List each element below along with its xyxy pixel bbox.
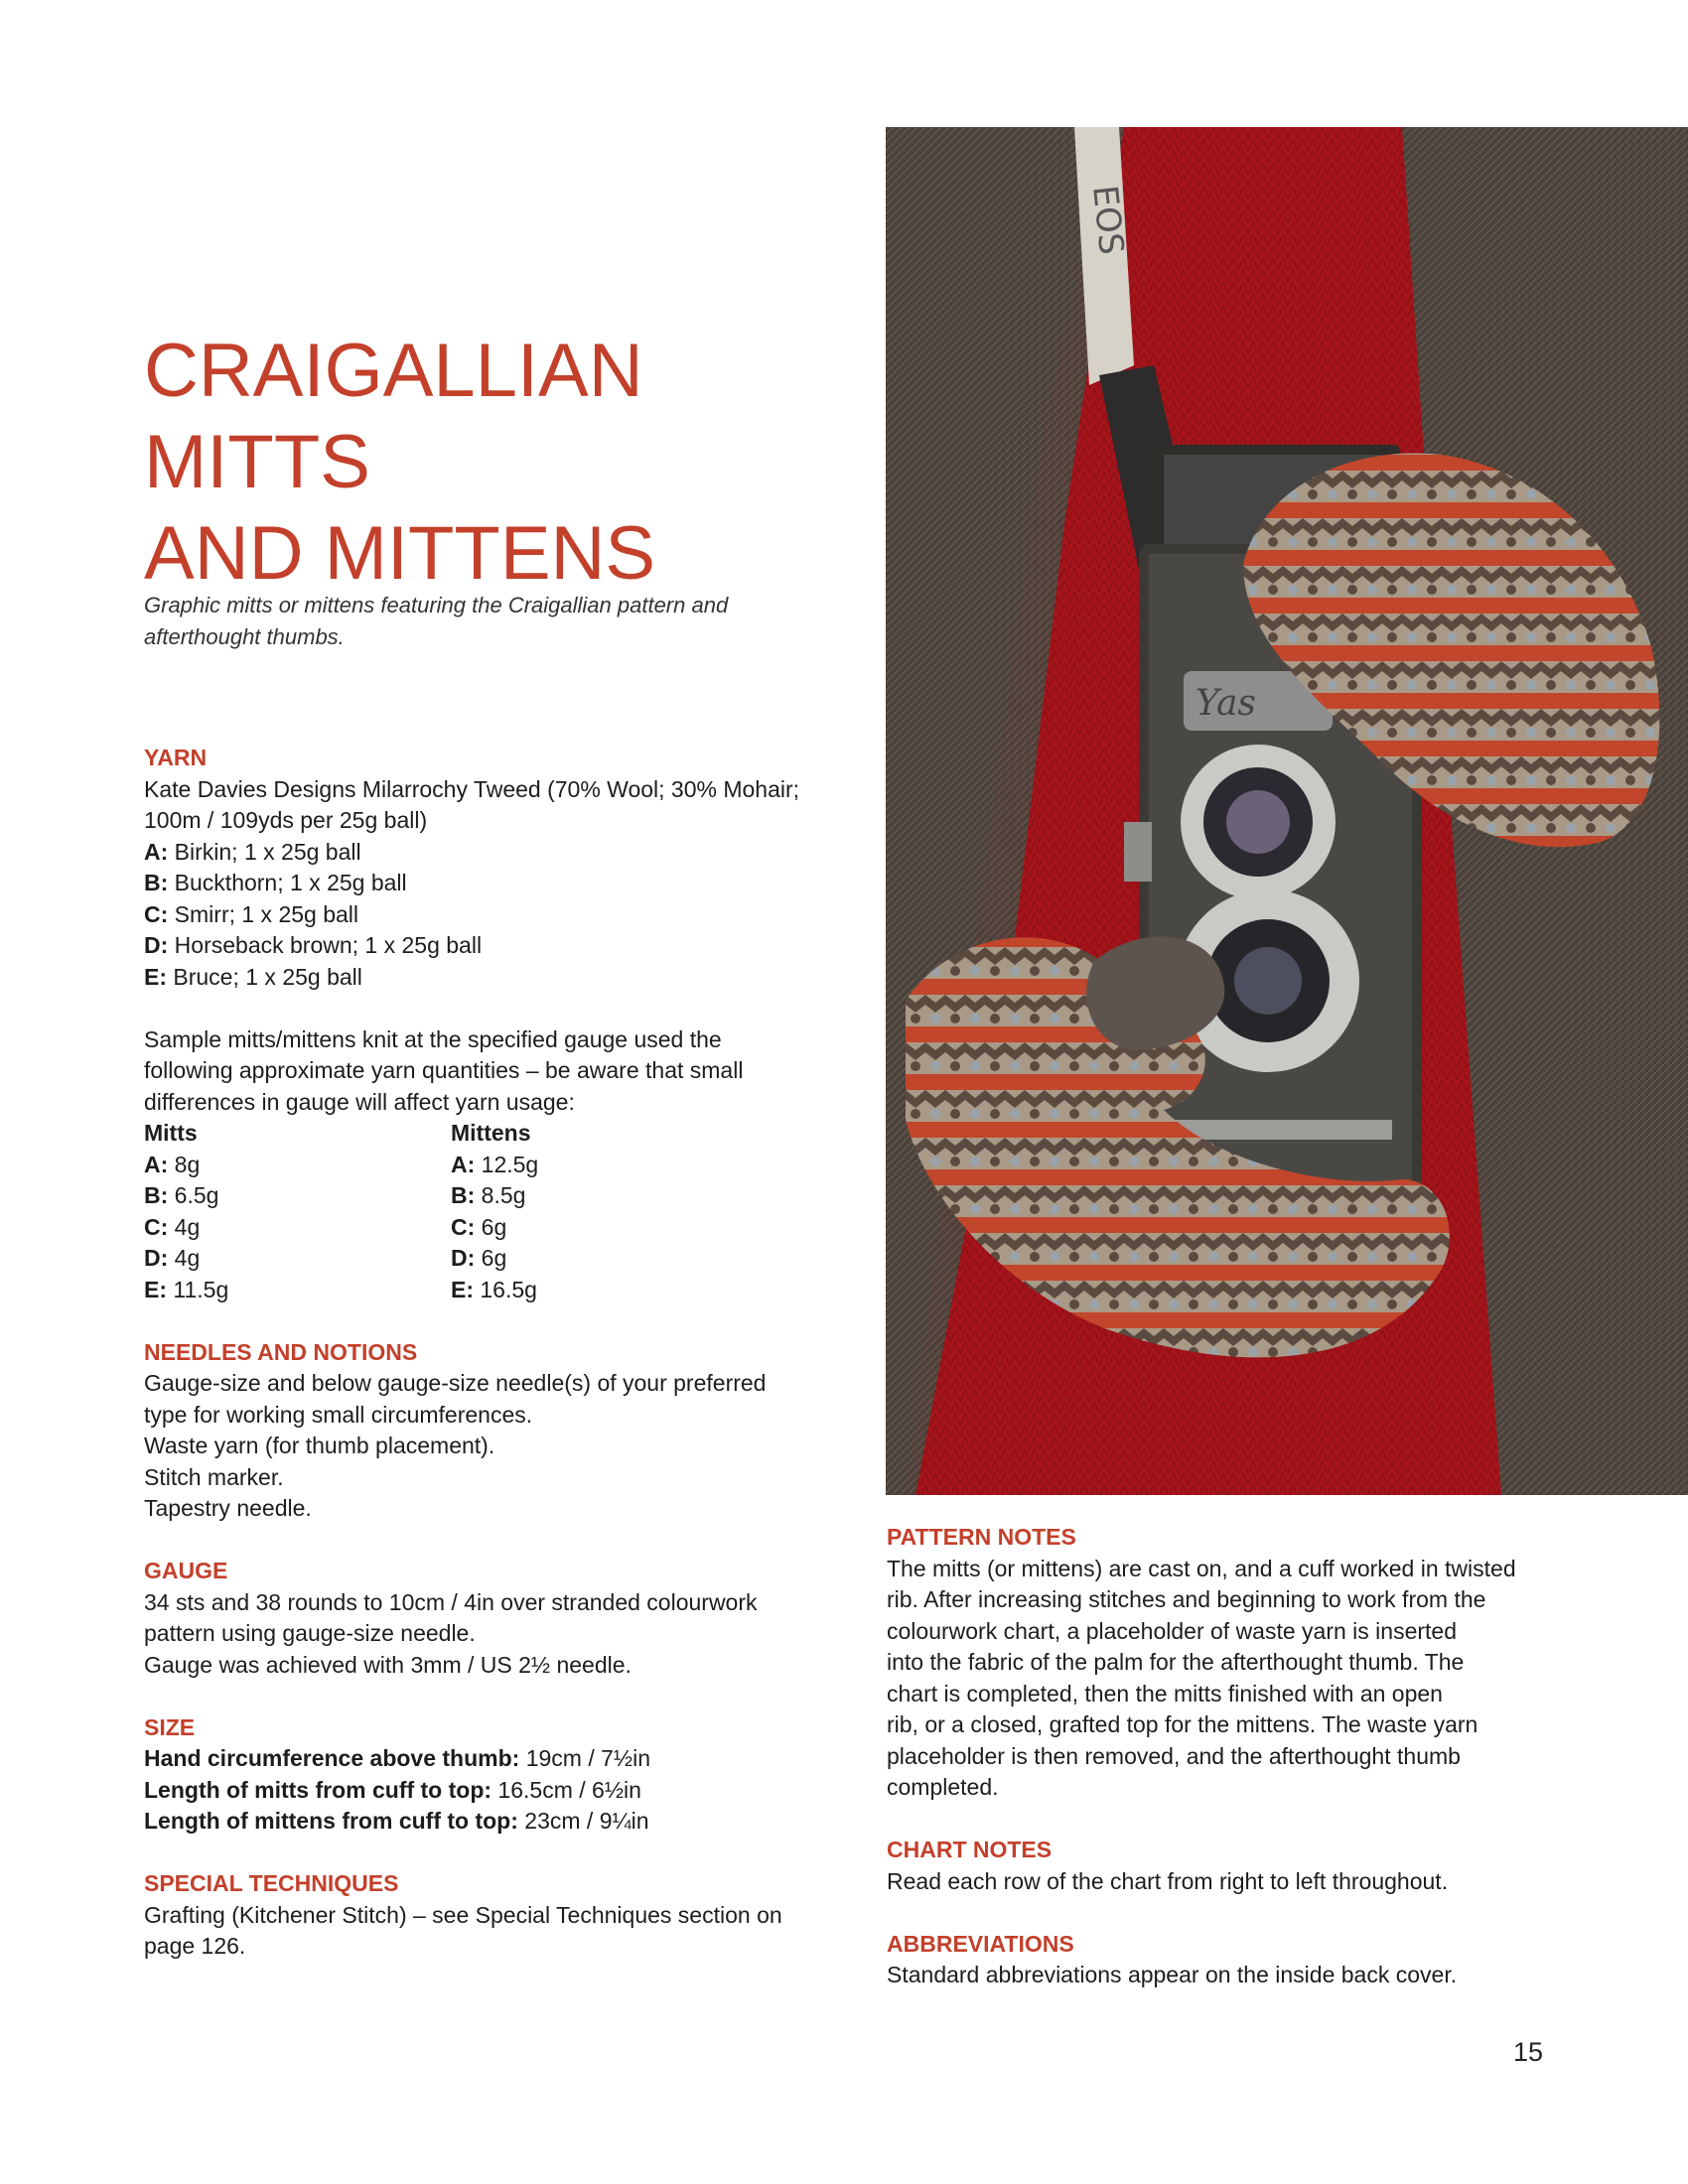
- size-row: Hand circumference above thumb: 19cm / 7½in: [144, 1745, 650, 1771]
- colour-row: [144, 868, 839, 899]
- quantity-row: C: 4g: [144, 1213, 201, 1240]
- gauge-line: 34 sts and 38 rounds to 10cm / 4in over stranded colourwork: [144, 1588, 758, 1615]
- colour-key: C:: [144, 900, 169, 927]
- pattern-notes-heading: PATTERN NOTES: [887, 1524, 1076, 1550]
- subtitle-line: afterthought thumbs.: [144, 624, 345, 649]
- chart-notes-section: [887, 1835, 1562, 1897]
- chart-notes-line: Read each row of the chart from right to left throughout.: [887, 1867, 1449, 1894]
- page-number: 15: [1512, 2037, 1543, 2067]
- right-column: [887, 1522, 1562, 1991]
- title-line-2: AND MITTENS: [144, 511, 656, 596]
- colour-key: E:: [144, 963, 167, 990]
- quantity-row: A: 12.5g: [451, 1151, 539, 1177]
- special-line: page 126.: [144, 1933, 246, 1959]
- needles-line: type for working small circumferences.: [144, 1401, 533, 1428]
- colour-key: A:: [144, 838, 169, 865]
- quantity-row: E: 16.5g: [451, 1276, 537, 1302]
- page-title: [144, 326, 879, 600]
- needles-section: [144, 1337, 839, 1525]
- quantity-row: B: 6.5g: [144, 1182, 219, 1208]
- abbreviations-section: [887, 1929, 1562, 1991]
- yarn-quantity-table: [144, 1118, 839, 1305]
- subtitle-line: Graphic mitts or mittens featuring the Craigallian pattern and: [144, 593, 729, 617]
- quantity-row: D: 4g: [144, 1245, 201, 1271]
- colour-text: Bruce; 1 x 25g ball: [167, 963, 362, 990]
- title-line-1: CRAIGALLIAN MITTS: [144, 329, 643, 504]
- special-line: Grafting (Kitchener Stitch) – see Special Techniques section on: [144, 1901, 782, 1928]
- quantity-row: C: 6g: [451, 1213, 507, 1240]
- pattern-notes-line: chart is completed, then the mitts finished with an open: [887, 1680, 1443, 1706]
- size-row: Length of mittens from cuff to top: 23cm / 9¼in: [144, 1808, 649, 1834]
- colour-text: Smirr; 1 x 25g ball: [168, 900, 359, 927]
- mitts-heading: Mitts: [144, 1120, 198, 1146]
- sample-line: differences in gauge will affect yarn usage:: [144, 1088, 575, 1115]
- needles-line: Waste yarn (for thumb placement).: [144, 1433, 495, 1458]
- pattern-notes-line: placeholder is then removed, and the afterthought thumb: [887, 1742, 1461, 1769]
- yarn-line: Kate Davies Designs Milarrochy Tweed (70% Wool; 30% Mohair;: [144, 775, 800, 802]
- pattern-notes-line: colourwork chart, a placeholder of waste yarn is inserted: [887, 1617, 1458, 1644]
- quantity-row: E: 11.5g: [144, 1276, 229, 1302]
- pattern-notes-line: rib, or a closed, grafted top for the mittens. The waste yarn: [887, 1711, 1478, 1737]
- size-row: Length of mitts from cuff to top: 16.5cm / 6½in: [144, 1776, 641, 1803]
- colour-text: Buckthorn; 1 x 25g ball: [168, 870, 407, 895]
- size-section: [144, 1712, 839, 1838]
- yarn-section: [144, 743, 839, 1305]
- colour-row: [144, 930, 839, 962]
- strap-text: EOS: [1084, 183, 1132, 257]
- sample-line: following approximate yarn quantities – be aware that small: [144, 1057, 744, 1083]
- needles-heading: NEEDLES AND NOTIONS: [144, 1338, 418, 1365]
- abbreviations-line: Standard abbreviations appear on the inside back cover.: [887, 1962, 1458, 1987]
- abbreviations-heading: ABBREVIATIONS: [887, 1930, 1074, 1957]
- camera-mittens-photo: [886, 127, 1688, 1495]
- needles-line: Gauge-size and below gauge-size needle(s) of your preferred: [144, 1370, 767, 1396]
- quantity-row: A: 8g: [144, 1151, 201, 1177]
- colour-row: [144, 837, 839, 869]
- quantity-row: B: 8.5g: [451, 1182, 526, 1208]
- gauge-heading: GAUGE: [144, 1558, 228, 1583]
- mittens-quantities: [451, 1118, 749, 1305]
- needles-line: Stitch marker.: [144, 1463, 284, 1490]
- gauge-section: [144, 1556, 839, 1681]
- subtitle: [144, 590, 839, 653]
- left-column: [144, 743, 839, 1963]
- yarn-heading: YARN: [144, 745, 208, 770]
- sample-line: Sample mitts/mittens knit at the specified gauge used the: [144, 1025, 722, 1052]
- mittens-heading: Mittens: [451, 1120, 531, 1146]
- special-techniques-heading: SPECIAL TECHNIQUES: [144, 1870, 399, 1896]
- gauge-line: Gauge was achieved with 3mm / US 2½ needle.: [144, 1651, 632, 1678]
- quantity-row: D: 6g: [451, 1245, 507, 1271]
- pattern-notes-line: rib. After increasing stitches and beginning to work from the: [887, 1586, 1486, 1612]
- gauge-line: pattern using gauge-size needle.: [144, 1620, 476, 1646]
- colour-row: [144, 962, 839, 994]
- colour-key: D:: [144, 932, 169, 958]
- special-techniques-section: [144, 1868, 839, 1963]
- colour-row: [144, 899, 839, 931]
- colour-text: Horseback brown; 1 x 25g ball: [168, 932, 483, 958]
- pattern-notes-section: [887, 1522, 1562, 1804]
- pattern-notes-line: completed.: [887, 1774, 999, 1800]
- pattern-notes-line: The mitts (or mittens) are cast on, and a cuff worked in twisted: [887, 1555, 1516, 1581]
- size-heading: SIZE: [144, 1713, 196, 1740]
- camera-brand: Yas: [1196, 683, 1256, 724]
- pattern-notes-line: into the fabric of the palm for the afterthought thumb. The: [887, 1649, 1465, 1675]
- chart-notes-heading: CHART NOTES: [887, 1837, 1053, 1862]
- needles-line: Tapestry needle.: [144, 1495, 312, 1521]
- colour-key: B:: [144, 870, 169, 895]
- mitts-quantities: [144, 1118, 451, 1305]
- yarn-line: 100m / 109yds per 25g ball): [144, 807, 428, 833]
- colour-text: Birkin; 1 x 25g ball: [168, 838, 361, 865]
